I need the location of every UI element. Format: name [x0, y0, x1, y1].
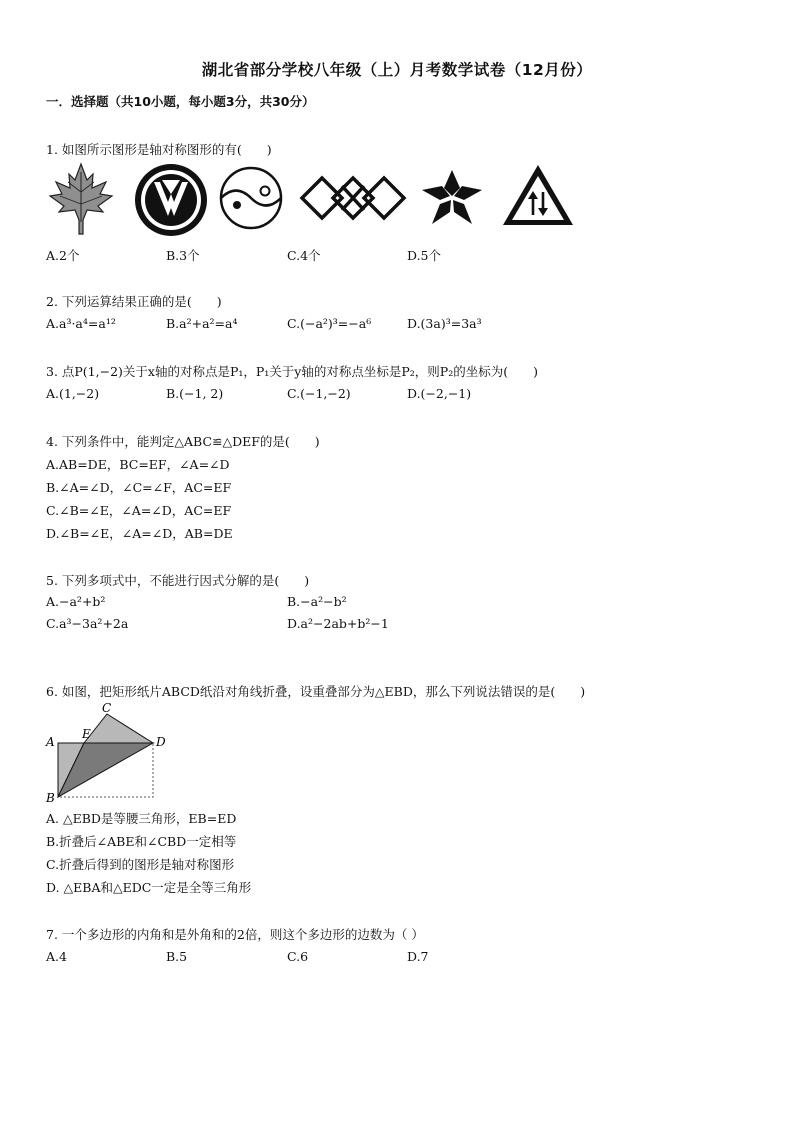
page-title: 湖北省部分学校八年级（上）月考数学试卷（12月份） [201, 61, 593, 79]
question-4-option-c[interactable]: C.∠B=∠E，∠A=∠D，AC=EF [46, 503, 232, 518]
question-6-option-d[interactable]: D. △EBA和△EDC一定是全等三角形 [46, 880, 252, 895]
question-7-option-b[interactable]: B.5 [166, 949, 188, 964]
question-5-option-d[interactable]: D.a²−2ab+b²−1 [287, 616, 389, 631]
question-7-option-c[interactable]: C.6 [287, 949, 309, 964]
question-1-option-c[interactable]: C.4个 [287, 248, 321, 263]
question-3-option-a[interactable]: A.(1,−2) [46, 386, 100, 401]
pentagon-star-icon [420, 168, 484, 228]
question-5-option-c[interactable]: C.a³−3a²+2a [46, 616, 129, 631]
question-5-option-b[interactable]: B.−a²−b² [287, 594, 347, 609]
question-5-option-a[interactable]: A.−a²+b² [46, 594, 106, 609]
question-2-stem: 2. 下列运算结果正确的是( ) [46, 294, 222, 309]
question-7-stem: 7. 一个多边形的内角和是外角和的2倍，则这个多边形的边数为（ ） [46, 927, 424, 942]
question-3-option-c[interactable]: C.(−1,−2) [287, 386, 351, 401]
question-6-option-a[interactable]: A. △EBD是等腰三角形，EB=ED [46, 811, 237, 826]
label-a: A [46, 735, 55, 749]
question-6-option-b[interactable]: B.折叠后∠ABE和∠CBD一定相等 [46, 834, 237, 849]
question-3-stem: 3. 点P(1,−2)关于x轴的对称点是P₁，P₁关于y轴的对称点坐标是P₂，则P₂的坐标为( ) [46, 364, 538, 379]
question-3-option-b[interactable]: B.(−1, 2) [166, 386, 224, 401]
label-b: B [46, 791, 55, 804]
fold-diagram [44, 700, 184, 804]
question-3-option-d[interactable]: D.(−2,−1) [407, 386, 472, 401]
question-7-option-a[interactable]: A.4 [46, 949, 67, 964]
label-c: C [102, 701, 112, 715]
question-1-stem: 1. 如图所示图形是轴对称图形的有( ) [46, 142, 272, 157]
label-d: D [156, 735, 166, 749]
question-5-stem: 5. 下列多项式中，不能进行因式分解的是( ) [46, 573, 310, 588]
question-6-option-c[interactable]: C.折叠后得到的图形是轴对称图形 [46, 857, 235, 872]
section-heading: 一．选择题（共10小题，每小题3分，共30分） [46, 94, 315, 109]
knot-pattern-icon [298, 170, 408, 226]
label-e: E [82, 727, 91, 741]
warning-triangle-icon [500, 162, 576, 228]
question-4-option-a[interactable]: A.AB=DE，BC=EF，∠A=∠D [46, 457, 230, 472]
question-1-option-b[interactable]: B.3个 [166, 248, 200, 263]
question-4-option-b[interactable]: B.∠A=∠D，∠C=∠F，AC=EF [46, 480, 232, 495]
question-2-option-a[interactable]: A.a³·a⁴=a¹² [46, 316, 116, 331]
yin-yang-icon [218, 165, 284, 231]
question-1-option-a[interactable]: A.2个 [46, 248, 80, 263]
question-4-option-d[interactable]: D.∠B=∠E，∠A=∠D，AB=DE [46, 526, 233, 541]
question-1-option-d[interactable]: D.5个 [407, 248, 442, 263]
volkswagen-logo-icon [132, 162, 210, 238]
question-2-option-b[interactable]: B.a²+a²=a⁴ [166, 316, 238, 331]
maple-leaf-icon [46, 162, 116, 236]
question-6-stem: 6. 如图，把矩形纸片ABCD纸沿对角线折叠，设重叠部分为△EBD，那么下列说法错误的是( ) [46, 684, 586, 699]
question-7-option-d[interactable]: D.7 [407, 949, 429, 964]
question-4-stem: 4. 下列条件中，能判定△ABC≌△DEF的是( ) [46, 434, 320, 449]
question-2-option-c[interactable]: C.(−a²)³=−a⁶ [287, 316, 372, 331]
question-2-option-d[interactable]: D.(3a)³=3a³ [407, 316, 482, 331]
